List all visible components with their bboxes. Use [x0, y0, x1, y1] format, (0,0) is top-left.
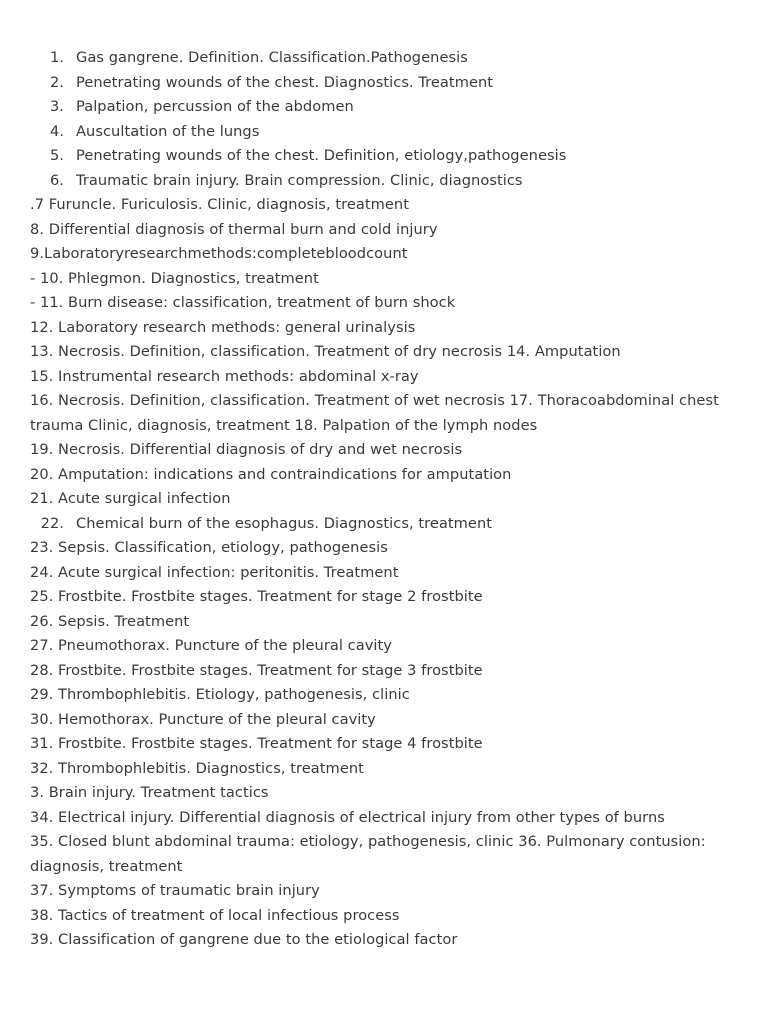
text-line: 32. Thrombophlebitis. Diagnostics, treatment [30, 759, 364, 777]
text-line: 3. Brain injury. Treatment tactics [30, 784, 269, 801]
list-item-5 [0, 144, 768, 169]
list-item-22 [0, 512, 768, 537]
list-item-text: Palpation, percussion of the abdomen [76, 98, 354, 115]
list-item-number: 2. [49, 73, 64, 91]
text-line: 39. Classification of gangrene due to the etiological factor [30, 931, 458, 948]
list-item-text: Traumatic brain injury. Brain compression. Clinic, diagnostics [76, 171, 523, 189]
text-line: 15. Instrumental research methods: abdominal x-ray [30, 367, 419, 385]
list-item-number: 4. [49, 122, 64, 140]
text-line: 31. Frostbite. Frostbite stages. Treatment for stage 4 frostbite [30, 735, 483, 752]
text-line: 21. Acute surgical infection [30, 490, 231, 507]
text-line: 23. Sepsis. Classification, etiology, pathogenesis [30, 539, 388, 556]
text-line: 27. Pneumothorax. Puncture of the pleural cavity [30, 637, 392, 654]
text-line: 24. Acute surgical infection: peritonitis. Treatment [30, 563, 399, 581]
text-line: 30. Hemothorax. Puncture of the pleural cavity [30, 710, 376, 728]
text-line: 38. Tactics of treatment of local infectious process [30, 906, 400, 924]
text-line: 9.Laboratoryresearchmethods:completebloodcount [30, 245, 408, 262]
text-line: 26. Sepsis. Treatment [30, 612, 190, 630]
list-item-number: 5. [49, 147, 64, 164]
list-item-3 [0, 95, 768, 120]
text-line: .7 Furuncle. Furiculosis. Clinic, diagnosis, treatment [30, 196, 409, 213]
list-item-text: Penetrating wounds of the chest. Diagnostics. Treatment [76, 73, 494, 91]
list-item-text: Chemical burn of the esophagus. Diagnostics, treatment [76, 514, 493, 532]
list-item-text: Auscultation of the lungs [76, 122, 260, 140]
text-line: 8. Differential diagnosis of thermal burn and cold injury [30, 220, 438, 238]
text-line: 13. Necrosis. Definition, classification. Treatment of dry necrosis 14. Amputation [30, 343, 621, 360]
list-item-1 [0, 46, 768, 71]
text-line: diagnosis, treatment [30, 857, 183, 875]
list-item-number: 22. [40, 514, 64, 532]
list-item-6 [0, 169, 768, 194]
text-line: 12. Laboratory research methods: general urinalysis [30, 318, 416, 336]
list-item-number: 1. [49, 49, 64, 66]
text-line: 20. Amputation: indications and contraindications for amputation [30, 465, 512, 483]
text-line: 37. Symptoms of traumatic brain injury [30, 882, 320, 899]
list-item-text: Gas gangrene. Definition. Classification.Pathogenesis [76, 49, 468, 66]
list-item-2 [0, 71, 768, 96]
text-line: 25. Frostbite. Frostbite stages. Treatment for stage 2 frostbite [30, 588, 483, 605]
text-line: 29. Thrombophlebitis. Etiology, pathogenesis, clinic [30, 686, 410, 703]
text-line: 16. Necrosis. Definition, classification. Treatment of wet necrosis 17. Thoracoabdominal chest [30, 392, 719, 409]
text-line: 28. Frostbite. Frostbite stages. Treatment for stage 3 frostbite [30, 661, 483, 679]
text-line: - 10. Phlegmon. Diagnostics, treatment [30, 269, 319, 287]
list-item-4 [0, 120, 768, 145]
text-line: - 11. Burn disease: classification, treatment of burn shock [30, 294, 456, 311]
exam-questions-list [0, 46, 768, 953]
text-line: 34. Electrical injury. Differential diagnosis of electrical injury from other types of burns [30, 808, 665, 826]
list-item-text: Penetrating wounds of the chest. Definition, etiology,pathogenesis [76, 147, 567, 164]
text-line: 19. Necrosis. Differential diagnosis of dry and wet necrosis [30, 441, 463, 458]
text-line: trauma Clinic, diagnosis, treatment 18. Palpation of the lymph nodes [30, 416, 538, 434]
list-item-number: 6. [49, 171, 64, 189]
list-item-number: 3. [49, 98, 64, 115]
text-line: 35. Closed blunt abdominal trauma: etiology, pathogenesis, clinic 36. Pulmonary contusion: [30, 833, 706, 850]
